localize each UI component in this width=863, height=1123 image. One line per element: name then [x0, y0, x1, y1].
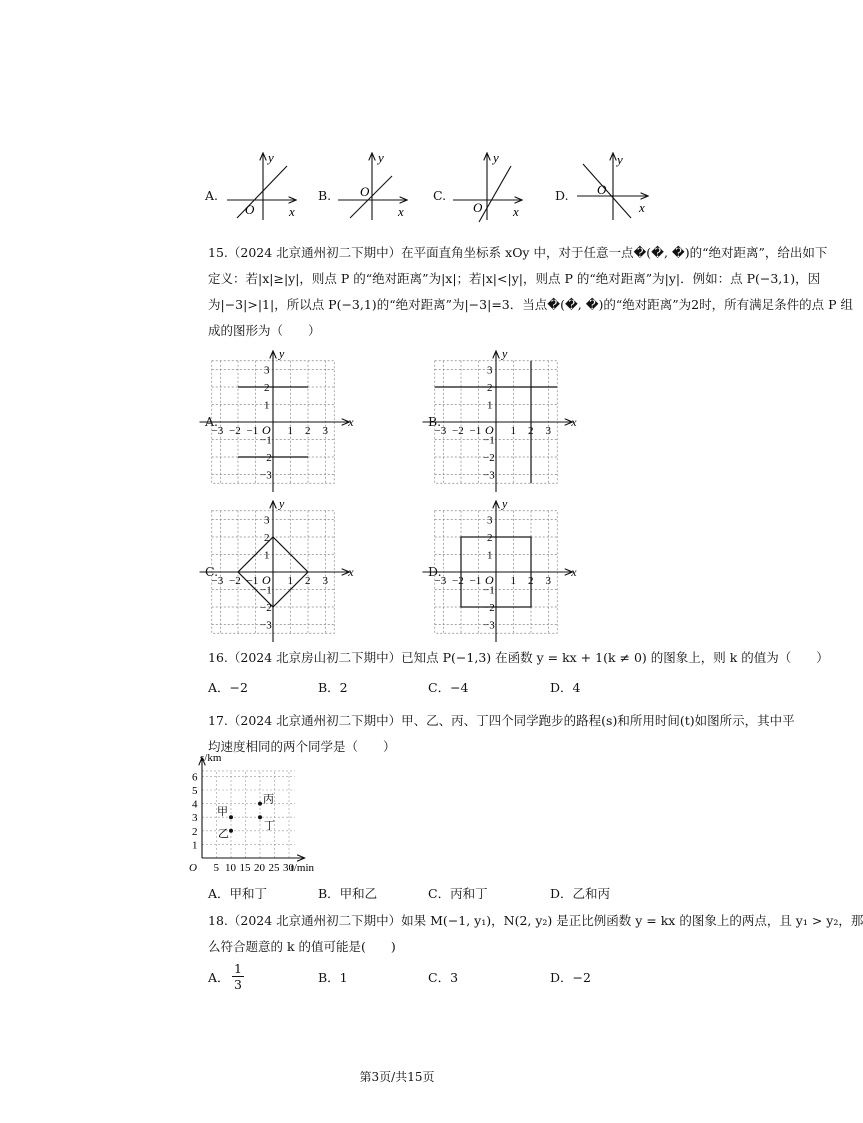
y-tick-label: −3 [483, 619, 495, 632]
q16-option-a: A．−2 [208, 680, 248, 695]
q18-option-c: C．3 [428, 970, 459, 985]
x-tick-label: 2 [305, 575, 311, 587]
x-tick-label: 25 [268, 862, 280, 874]
x-tick-label: −2 [229, 425, 241, 437]
y-tick-label: −2 [483, 602, 495, 614]
x-label: x [398, 204, 404, 219]
y-label: y [502, 346, 508, 361]
x-tick-label: −2 [452, 425, 464, 437]
x-tick-label: 1 [510, 425, 516, 437]
x-tick-label: −3 [434, 425, 447, 437]
y-tick-label: 5 [192, 785, 198, 797]
function-line [350, 176, 392, 218]
function-line [479, 166, 511, 222]
q15-graph [205, 346, 355, 492]
y-axis-label: s/km [200, 751, 222, 764]
q17-option-a: A．甲和丁 [208, 886, 268, 901]
y-tick-label: −2 [483, 452, 495, 464]
q15-option-label: C. [205, 564, 219, 579]
q15-graph [428, 346, 578, 492]
origin-label: O [262, 423, 271, 437]
origin-label: O [245, 202, 255, 217]
x-label: x [571, 415, 577, 429]
y-label: y [378, 150, 384, 165]
y-tick-label: 6 [192, 771, 198, 784]
x-tick-label: 20 [254, 862, 265, 874]
x-tick-label: 1 [287, 575, 293, 587]
function-line [583, 164, 631, 218]
q17-line2: 均速度相同的两个同学是（ ） [208, 739, 396, 754]
origin-label: O [597, 182, 607, 197]
y-tick-label: 4 [192, 798, 198, 811]
y-tick-label: 1 [264, 549, 270, 562]
q14-option-d-label: D. [555, 188, 569, 203]
x-tick-label: 3 [545, 575, 551, 587]
y-tick-label: 2 [487, 532, 493, 544]
q15-option-label: A. [205, 414, 219, 429]
x-tick-label: −1 [469, 575, 482, 587]
point-label: 甲 [217, 806, 228, 819]
data-point [258, 815, 262, 819]
x-label: x [348, 565, 354, 579]
q17-chart [180, 750, 320, 875]
q18-option-a-label: A． [208, 970, 230, 985]
y-tick-label: 1 [487, 399, 493, 412]
y-tick-label: 2 [264, 382, 270, 394]
y-tick-label: 1 [487, 549, 493, 562]
q15-line4: 成的图形为（ ） [208, 323, 321, 338]
y-label: y [502, 496, 508, 511]
y-tick-label: 3 [487, 514, 493, 527]
q17-option-b: B．甲和乙 [318, 886, 378, 901]
x-tick-label: 3 [322, 425, 328, 437]
x-tick-label: 15 [239, 862, 251, 874]
y-tick-label: −1 [483, 584, 495, 597]
q18-line1: 18.（2024 北京通州初二下期中）如果 M(−1, y₁)，N(2, y₂) 是正比例函数 y = kx 的图象上的两点，且 y₁ > y₂，那 [208, 913, 863, 928]
y-tick-label: 2 [487, 382, 493, 394]
y-tick-label: 3 [264, 514, 270, 527]
x-label: x [639, 200, 645, 215]
data-point [258, 802, 262, 806]
x-label: x [348, 415, 354, 429]
y-tick-label: 3 [487, 364, 493, 377]
y-tick-label: 1 [264, 399, 270, 412]
y-tick-label: −2 [260, 602, 272, 614]
q18-option-a-denominator: 3 [234, 977, 242, 992]
q18-option-a-numerator: 1 [232, 962, 244, 977]
q16-text: 16.（2024 北京房山初二下期中）已知点 P(−1,3) 在函数 y = kx + 1(k ≠ 0) 的图象上，则 k 的值为（ ） [208, 650, 829, 665]
q14-option-c-label: C. [433, 188, 447, 203]
q15-option-label: D. [428, 564, 442, 579]
y-label: y [493, 150, 499, 165]
q16-option-c: C．−4 [428, 680, 469, 695]
q14-graph-c [451, 150, 546, 222]
q15-line2: 定义：若|x|≥|y|，则点 P 的“绝对距离”为|x|；若|x|<|y|，则点 P 的“绝对距离”为|y|．例如：点 P(−3,1)，因 [208, 271, 821, 286]
x-tick-label: −1 [246, 575, 259, 587]
point-label: 丁 [264, 820, 275, 833]
y-label: y [268, 150, 274, 165]
q14-option-a-label: A. [205, 188, 219, 203]
data-point [229, 815, 233, 819]
q16-option-b: B．2 [318, 680, 348, 695]
x-tick-label: 10 [225, 862, 236, 874]
q15-line1: 15.（2024 北京通州初二下期中）在平面直角坐标系 xOy 中，对于任意一点�(�, �)的“绝对距离”，给出如下 [208, 245, 828, 260]
q17-option-c: C．丙和丁 [428, 886, 488, 901]
y-tick-label: −3 [260, 619, 272, 632]
y-tick-label: 3 [192, 812, 198, 825]
x-axis-label: t/min [290, 862, 315, 874]
point-label: 乙 [218, 827, 229, 840]
q18-option-d: D．−2 [550, 970, 591, 985]
x-tick-label: 2 [305, 425, 311, 437]
x-tick-label: −2 [229, 575, 241, 587]
x-tick-label: 2 [528, 425, 534, 437]
x-tick-label: −1 [469, 425, 482, 437]
x-tick-label: 5 [213, 862, 219, 874]
y-tick-label: −1 [260, 434, 272, 447]
point-label: 丙 [263, 793, 274, 806]
y-tick-label: 3 [264, 364, 270, 377]
q15-graph [205, 496, 355, 642]
x-label: x [571, 565, 577, 579]
q14-option-b-label: B. [318, 188, 332, 203]
y-label: y [279, 346, 285, 361]
q17-option-d: D．乙和丙 [550, 886, 611, 901]
origin-label: O [473, 200, 483, 215]
y-tick-label: 2 [264, 532, 270, 544]
y-tick-label: −3 [260, 469, 272, 482]
x-tick-label: 3 [322, 575, 328, 587]
origin-label: O [485, 573, 494, 587]
x-tick-label: −3 [211, 425, 224, 437]
x-tick-label: 1 [510, 575, 516, 587]
x-tick-label: 30 [283, 862, 294, 874]
q17-line1: 17.（2024 北京通州初二下期中）甲、乙、丙、丁四个同学跑步的路程(s)和所用时间(t)如图所示，其中平 [208, 713, 795, 728]
y-tick-label: −1 [260, 584, 272, 597]
y-label: y [279, 496, 285, 511]
y-tick-label: −2 [260, 452, 272, 464]
q18-line2: 么符合题意的 k 的值可能是( ) [208, 939, 396, 954]
x-tick-label: −3 [434, 575, 447, 587]
x-label: x [513, 204, 519, 219]
q15-graph [428, 496, 578, 642]
q14-graph-b [336, 150, 431, 222]
y-tick-label: −1 [483, 434, 495, 447]
q15-text [208, 240, 853, 344]
q18-text [208, 908, 863, 960]
x-tick-label: 2 [528, 575, 534, 587]
q14-graph-a [223, 150, 318, 222]
y-tick-label: 1 [192, 839, 198, 852]
x-label: x [289, 204, 295, 219]
data-point [229, 829, 233, 833]
origin-label: O [360, 184, 370, 199]
q18-option-b: B．1 [318, 970, 348, 985]
x-tick-label: −2 [452, 575, 464, 587]
y-tick-label: 2 [192, 825, 198, 838]
y-tick-label: −3 [483, 469, 495, 482]
x-tick-label: −3 [211, 575, 224, 587]
q15-option-label: B. [428, 414, 442, 429]
q16-option-d: D．4 [550, 680, 581, 695]
origin-label: O [262, 573, 271, 587]
q15-line3: 为|−3|>|1|，所以点 P(−3,1)的“绝对距离”为|−3|=3．当点�(�, �)的“绝对距离”为2时，所有满足条件的点 P 组 [208, 297, 853, 312]
origin-label: O [189, 862, 197, 874]
origin-label: O [485, 423, 494, 437]
x-tick-label: −1 [246, 425, 259, 437]
x-tick-label: 1 [287, 425, 293, 437]
q14-graph-d [573, 150, 673, 222]
page-footer: 第3页/共15页 [359, 1070, 435, 1084]
x-tick-label: 3 [545, 425, 551, 437]
y-label: y [617, 152, 623, 167]
